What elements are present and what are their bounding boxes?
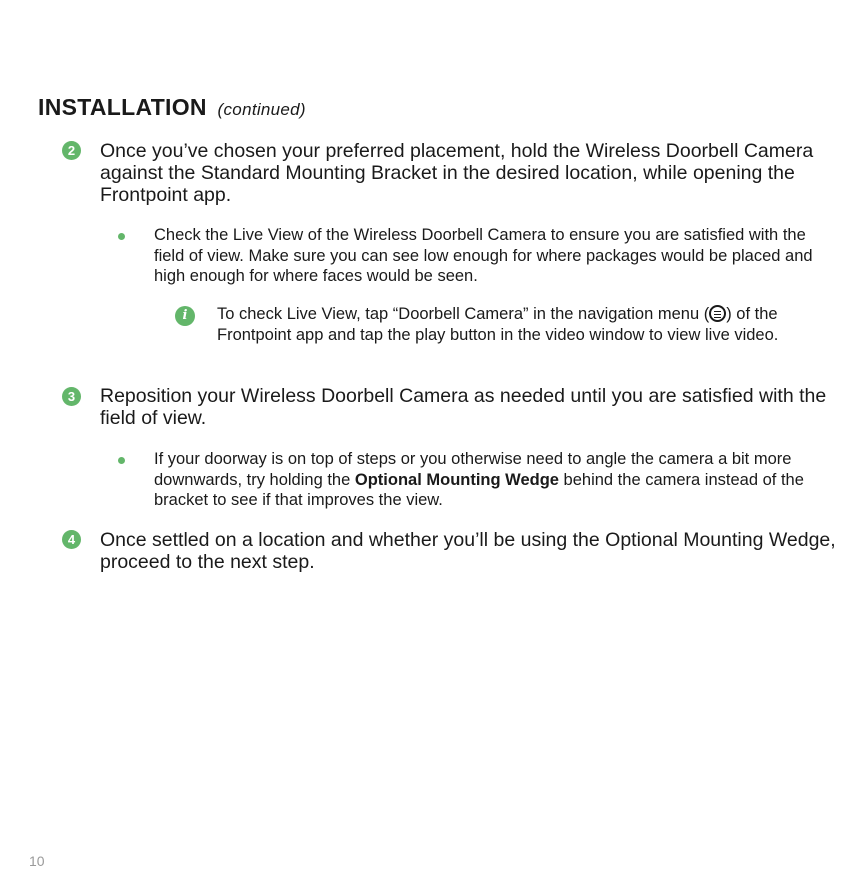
step-3-bullet xyxy=(154,449,829,511)
info-note-text-before: To check Live View, tap “Doorbell Camera” in the navigation menu ( xyxy=(217,305,710,323)
step-2-text: Once you’ve chosen your preferred placement, hold the Wireless Doorbell Camera against the Standard Mounting Bracket in the desired location, while opening the Frontpoint app. xyxy=(100,140,814,206)
heading-title: INSTALLATION xyxy=(38,94,207,120)
heading-continued: (continued) xyxy=(217,100,306,119)
menu-icon xyxy=(709,305,726,322)
bullet-dot xyxy=(118,457,125,464)
step-3-bullet-before: If your doorway is on top of steps or you otherwise need to angle the camera a bit more downwards, try holding the xyxy=(154,450,792,489)
step-2-number-badge: 2 xyxy=(62,141,81,160)
section-heading xyxy=(38,94,306,121)
step-3-text: Reposition your Wireless Doorbell Camera as needed until you are satisfied with the field of view. xyxy=(100,385,827,429)
step-4-number-badge: 4 xyxy=(62,530,81,549)
step-4-text: Once settled on a location and whether you’ll be using the Optional Mounting Wedge, proceed to the next step. xyxy=(100,529,836,573)
info-note-text-after: ) of the Frontpoint app and tap the play button in the video window to view live video. xyxy=(217,305,779,344)
info-icon: i xyxy=(175,306,195,326)
step-2-info-note xyxy=(217,304,817,346)
optional-mounting-wedge-term: Optional Mounting Wedge xyxy=(354,470,559,489)
bullet-dot xyxy=(118,233,125,240)
step-3-bullet-after: behind the camera instead of the bracket to see if that improves the view. xyxy=(154,470,804,509)
page-number: 10 xyxy=(29,853,45,869)
step-3-number-badge: 3 xyxy=(62,387,81,406)
step-2-bullet: Check the Live View of the Wireless Doorbell Camera to ensure you are satisfied with the field of view. Make sure you can see low enough for where packages would be placed and high enough for where faces would be seen. xyxy=(154,226,813,285)
